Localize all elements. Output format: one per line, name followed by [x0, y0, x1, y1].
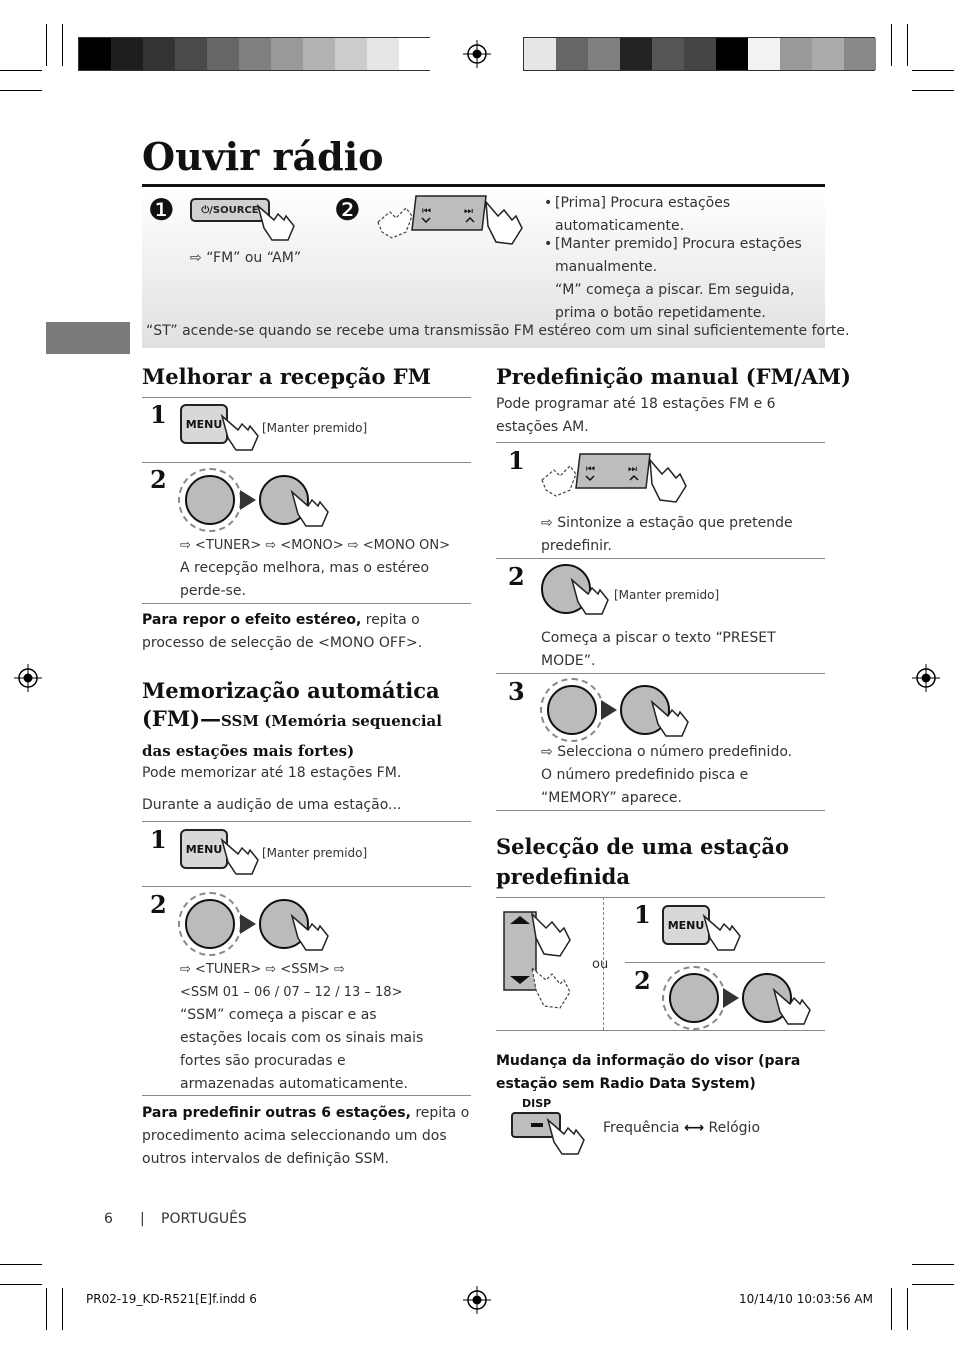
- crop-mark-br2-h: [912, 1264, 954, 1265]
- step-number: 2: [150, 465, 167, 494]
- step-number: 2: [634, 966, 651, 995]
- display-toggle: Frequência ⟷ Relógio: [603, 1120, 761, 1136]
- svg-text:⏭: ⏭: [628, 464, 637, 475]
- step-number: 1: [634, 900, 651, 929]
- file-date: 10/14/10 10:03:56 AM: [739, 1292, 873, 1306]
- arrow-right-icon: [240, 490, 256, 510]
- manual-step3-text-b: O número predefinido pisca e “MEMORY” aparece.: [541, 767, 749, 806]
- source-button[interactable]: ⏻/SOURCE: [190, 198, 270, 222]
- pointing-hand-icon: [252, 198, 298, 244]
- menu-button[interactable]: MENU: [180, 404, 228, 444]
- arrow-right-icon: [601, 700, 617, 720]
- select-preset-heading: Selecção de uma estação predefinida: [496, 834, 790, 889]
- manual-preset-intro: Pode programar até 18 estações FM e 6 estações AM.: [496, 396, 776, 435]
- crop-mark-bl2-v: [62, 1288, 63, 1330]
- control-knob[interactable]: [185, 899, 235, 949]
- crop-mark-br-h: [912, 1284, 954, 1285]
- svg-text:⏮: ⏮: [422, 206, 431, 217]
- hold-note: [Manter premido]: [262, 846, 368, 860]
- mono-result: A recepção melhora, mas o estéreo perde-se.: [180, 560, 430, 599]
- control-knob[interactable]: [547, 685, 597, 735]
- disp-label: DISP: [522, 1097, 552, 1110]
- control-knob[interactable]: [185, 475, 235, 525]
- menu-button[interactable]: MENU: [662, 905, 710, 945]
- step-number: 1: [150, 825, 167, 854]
- pointing-hand-icon: [218, 410, 262, 454]
- title-rule: [142, 184, 825, 187]
- crop-mark-tl-h: [0, 70, 42, 71]
- step1-marker: ❶: [148, 193, 175, 228]
- ssm-result: “SSM” começa a piscar e as estações locais com os sinais mais fortes são procuradas e armazenadas automaticamente.: [180, 1007, 424, 1092]
- ssm-intro-1: Pode memorizar até 18 estações FM.: [142, 765, 402, 781]
- svg-text:⏭: ⏭: [464, 206, 473, 217]
- crop-mark-tr-v: [907, 24, 908, 66]
- step-number: 2: [150, 890, 167, 919]
- crop-mark-bl-v: [46, 1288, 47, 1330]
- ssm-other-note: Para predefinir outras 6 estações, repita o procedimento acima seleccionando um dos outros intervalos de definição SSM.: [142, 1105, 470, 1167]
- stereo-restore-note: Para repor o efeito estéreo, repita o processo de selecção de <MONO OFF>.: [142, 612, 423, 651]
- seek-bullet-1: • [Prima] Procura estações automaticamente.: [544, 195, 731, 234]
- language-tab: [46, 322, 130, 354]
- registration-target-icon: [463, 40, 491, 68]
- ssm-intro-2: Durante a audição de uma estação...: [142, 797, 402, 813]
- color-bar-left: [78, 37, 430, 71]
- crop-mark-tr-h: [912, 70, 954, 71]
- double-arrow-icon: ⟷: [683, 1120, 705, 1136]
- ssm-heading: Memorização automática (FM)—SSM (Memória sequencial das estações mais fortes): [142, 678, 442, 760]
- registration-target-icon: [463, 1286, 491, 1314]
- registration-target-icon: [912, 664, 940, 692]
- arrow-right-icon: [240, 914, 256, 934]
- crop-mark-br-v: [907, 1288, 908, 1330]
- menu-button[interactable]: MENU: [180, 829, 228, 869]
- step-number: 1: [150, 400, 167, 429]
- arrow-right-icon: [723, 988, 739, 1008]
- fm-am-result: ⇨ “FM” ou “AM”: [190, 250, 302, 266]
- control-knob[interactable]: [669, 973, 719, 1023]
- manual-step2-text: Começa a piscar o texto “PRESET MODE”.: [541, 630, 776, 669]
- manual-step3-text-a: ⇨ Selecciona o número predefinido.: [541, 744, 793, 760]
- pointing-hand-icon: [770, 984, 814, 1028]
- crop-mark-bl2-h: [0, 1264, 42, 1265]
- up-down-buttons-icon[interactable]: [502, 910, 574, 1010]
- color-bar-right: [523, 37, 875, 71]
- fm-reception-heading: Melhorar a recepção FM: [142, 364, 431, 389]
- file-name: PR02-19_KD-R521[E]f.indd 6: [86, 1292, 257, 1306]
- pointing-hand-icon: [568, 574, 612, 618]
- manual-preset-heading: Predefinição manual (FM/AM): [496, 364, 851, 389]
- crop-mark-tr2-v: [891, 24, 892, 66]
- seek-bullet-2: • [Manter premido] Procura estações manualmente. “M” começa a piscar. Em seguida, prima o botão repetidamente.: [544, 236, 802, 321]
- crop-mark-tl-v: [46, 24, 47, 66]
- or-label: ou: [592, 957, 609, 972]
- crop-mark-tl2-h: [0, 90, 42, 91]
- step-number: 3: [508, 677, 525, 706]
- pointing-hand-icon: [648, 696, 692, 740]
- ssm-sequence-2: <SSM 01 – 06 / 07 – 12 / 13 – 18>: [180, 985, 403, 1000]
- hold-note: [Manter premido]: [262, 421, 368, 435]
- ssm-sequence-1: ⇨ <TUNER> ⇨ <SSM> ⇨: [180, 962, 345, 977]
- pointing-hand-icon: [544, 1114, 588, 1158]
- page-number: 6: [104, 1211, 113, 1227]
- footer-separator: |: [140, 1211, 145, 1227]
- hold-note: [Manter premido]: [614, 588, 720, 602]
- footer-language: PORTUGUÊS: [161, 1211, 247, 1227]
- step2-marker: ❷: [334, 193, 361, 228]
- st-note: “ST” acende-se quando se recebe uma transmissão FM estéreo com um sinal suficientemente forte.: [146, 323, 850, 339]
- crop-mark-bl-h: [0, 1284, 42, 1285]
- registration-target-icon: [14, 664, 42, 692]
- crop-mark-tr2-h: [912, 90, 954, 91]
- pointing-hand-icon: [288, 486, 332, 530]
- crop-mark-tl2-v: [62, 24, 63, 66]
- display-change-heading: Mudança da informação do visor (para estação sem Radio Data System): [496, 1053, 801, 1092]
- svg-text:⏮: ⏮: [586, 464, 595, 475]
- page-title: Ouvir rádio: [142, 134, 384, 179]
- seek-buttons-icon[interactable]: [540, 450, 690, 506]
- seek-buttons-icon[interactable]: [376, 192, 526, 248]
- pointing-hand-icon: [218, 834, 262, 878]
- pointing-hand-icon: [288, 910, 332, 954]
- crop-mark-br2-v: [891, 1288, 892, 1330]
- mono-sequence: ⇨ <TUNER> ⇨ <MONO> ⇨ <MONO ON>: [180, 538, 451, 553]
- manual-step1-text: ⇨ Sintonize a estação que pretende predefinir.: [541, 515, 793, 554]
- step-number: 1: [508, 446, 525, 475]
- step-number: 2: [508, 562, 525, 591]
- pointing-hand-icon: [700, 910, 744, 954]
